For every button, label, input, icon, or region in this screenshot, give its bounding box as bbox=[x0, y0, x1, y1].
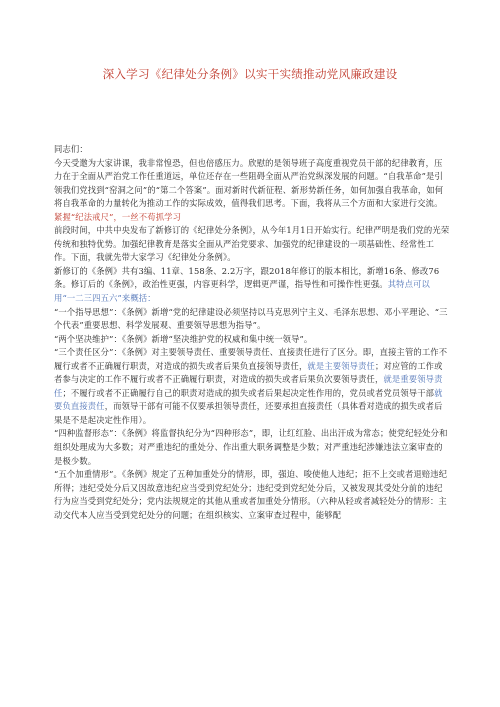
list-item: “一个指导思想”：《条例》新增“党的纪律建设必须坚持以马克思列宁主义、毛泽东思想、邓小平理论、“三个代表”重要思想、科学发展观、重要领导思想为指导”。 bbox=[54, 306, 448, 331]
body-paragraph: 前段时间，中共中央发布了新修订的《纪律处分条例》，从今年1月1日开始实行。纪律严明是我们党的光荣传统和独特优势。加强纪律教育是落实全面从严治党要求、加强党的纪律建设的一项基础性、经常性工作。下面，我就先带大家学习《纪律处分条例》。 bbox=[54, 225, 450, 263]
list-item: “四种监督形态”：《条例》将监督执纪分为“四种形态”，即，让红红脸、出出汗成为常态；使党纪轻处分和组织处理成为大多数；对严重违纪的重处分、作出重大职务调整是少数；对严重违纪涉嫌违法立案审查的是极少数。 bbox=[54, 428, 448, 466]
list-item: “五个加重情形”。《条例》规定了五种加重处分的情形，即，强迫、唆使他人违纪；拒不上交或者退赔违纪所得；违纪受处分后又因故意违纪应当受到党纪处分；违纪受到党纪处分后，又被发现其受处分前的违纪行为应当受到党纪处分；党内法规规定的其他从重或者加重处分情形。（六种从轻或者减轻处分的情形：主动交代本人应当受到党纪处分的问题；在组织核实、立案审查过程中，能够配 bbox=[54, 469, 448, 520]
section-heading: 紧握“纪法戒尺”，一丝不苟抓学习 bbox=[54, 211, 182, 222]
intro-paragraph: 今天受邀为大家讲课，我非常惶恐，但也倍感压力。欣慰的是领导班子高度重视党员干部的纪律教育，压力在于全面从严治党工作任重道远，单位还存在一些阻碍全面从严治党纵深发展的问题。“自我革命”是引领我们党找到“窑洞之问”的“第二个答案”。面对新时代新征程、新形势新任务，如何加强自我革命，如何将自我革命的力量转化为推动工作的实际成效，值得我们思考。下面，我将从三个方面和大家进行交流。 bbox=[54, 157, 444, 209]
paragraph-text: ；不履行或者不正确履行自己的职责对造成的损失或者后果起决定性作用的，党员或者党员领导干部 bbox=[62, 387, 435, 398]
document-title: 深入学习《纪律处分条例》以实干实绩推动党风廉政建设 bbox=[102, 67, 398, 81]
paragraph-text: “三个责任区分”：《条例》对主要领导责任、重要领导责任、直接责任进行了区分。即，直接主管的工作不履行或者不正确履行职责，对造成的损失或者后果负直接领导责任， bbox=[54, 347, 448, 371]
highlight-text: 就是主要领导责任 bbox=[307, 360, 375, 371]
paragraph-text: 新修订的《条例》共有3编、11章、158条、2.2万字，跟2018年修订的版本相比，新增16条、修改76条。修订后的《条例》，政治性更强，内容更科学，逻辑更严谨，指导性和可操作性更强。 bbox=[54, 265, 440, 290]
highlight-text: 就是重要领导责任 bbox=[54, 374, 443, 398]
salutation: 同志们： bbox=[54, 144, 88, 154]
list-item: “两个坚决维护”：《条例》新增“坚决维护党的权威和集中统一领导”。 bbox=[54, 333, 313, 344]
paragraph-text: ；对应管的工作或者参与决定的工作不履行或者不正确履行职责，对造成的损失或者后果负次要领导责任， bbox=[54, 360, 443, 385]
body-paragraph bbox=[54, 265, 450, 306]
highlight-text: 就要负直接责任 bbox=[54, 387, 443, 412]
highlight-text: 其特点可以用“一二三四五六”来概括： bbox=[54, 279, 430, 304]
list-item bbox=[54, 346, 450, 427]
paragraph-text: ，而领导干部有可能不仅要承担领导责任，还要承担直接责任（具体看对造成的损失或者后果是不是起决定性作用）。 bbox=[54, 401, 443, 425]
document-body bbox=[54, 143, 450, 522]
